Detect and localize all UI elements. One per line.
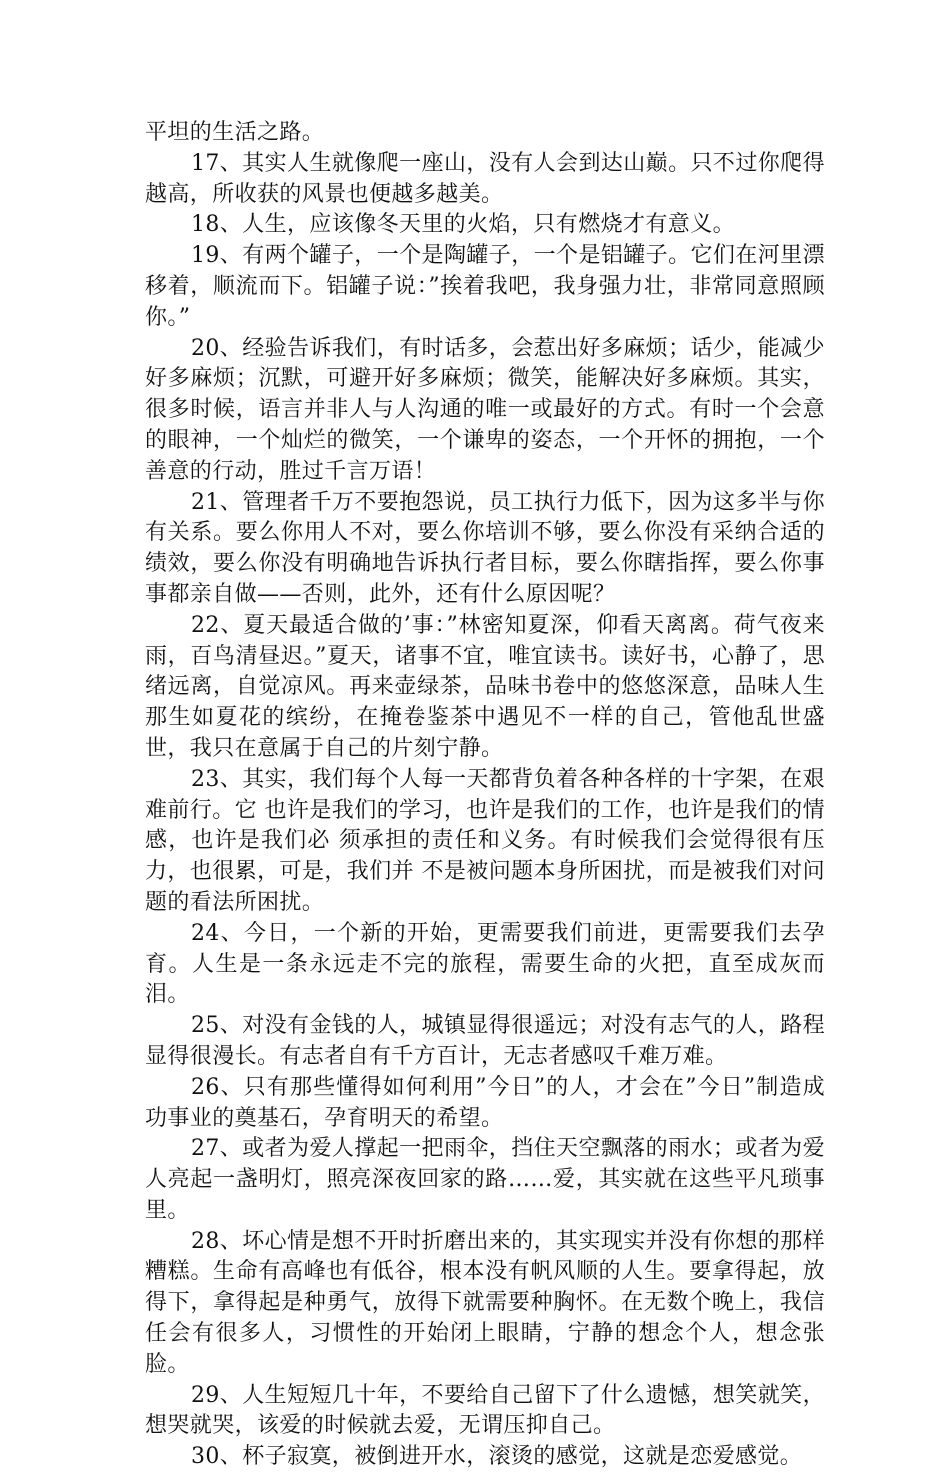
paragraph-25: 25、对没有金钱的人，城镇显得很遥远；对没有志气的人，路程显得很漫长。有志者自有千方百计，无志者感叹千难万难。	[145, 1013, 825, 1069]
paragraph-30: 30、杯子寂寞，被倒进开水，滚烫的感觉，这就是恋爱感觉。	[191, 1444, 803, 1470]
paragraph-19: 19、有两个罐子，一个是陶罐子，一个是铝罐子。它们在河里漂移着，顺流而下。铝罐子说：”挨着我吧，我身强力壮，非常同意照顾你。”	[145, 243, 825, 330]
paragraph-23: 23、其实，我们每个人每一天都背负着各种各样的十字架，在艰难前行。它 也许是我们的学习，也许是我们的工作，也许是我们的情感，也许是我们必 须承担的责任和义务。有时候我们会觉得很有压力，也很累，可是，我们并 不是被问题本身所困扰，而是被我们对问题的看法所困扰。	[145, 766, 825, 915]
paragraph-20: 20、经验告诉我们，有时话多，会惹出好多麻烦；话少，能减少好多麻烦；沉默，可避开好多麻烦；微笑，能解决好多麻烦。其实，很多时候，语言并非人与人沟通的唯一或最好的方式。有时一个会意的眼神，一个灿烂的微笑，一个谦卑的姿态，一个开怀的拥抱，一个善意的行动，胜过千言万语！	[145, 335, 825, 484]
paragraph-17: 17、其实人生就像爬一座山，没有人会到达山巅。只不过你爬得越高，所收获的风景也便越多越美。	[145, 150, 825, 207]
paragraph-28: 28、坏心情是想不开时折磨出来的，其实现实并没有你想的那样糟糕。生命有高峰也有低谷，根本没有帆风顺的人生。要拿得起，放得下，拿得起是种勇气，放得下就需要种胸怀。在无数个晚上，我信任会有很多人，习惯性的开始闭上眼睛，宁静的想念个人，想念张脸。	[145, 1228, 825, 1377]
paragraph-26: 26、只有那些懂得如何利用”今日”的人，才会在”今日”制造成功事业的奠基石，孕育明天的希望。	[145, 1074, 825, 1131]
paragraph-29: 29、人生短短几十年，不要给自己留下了什么遗憾，想笑就笑，想哭就哭，该爱的时候就去爱，无谓压抑自己。	[145, 1382, 825, 1439]
paragraph-18: 18、人生，应该像冬天里的火焰，只有燃烧才有意义。	[191, 212, 735, 238]
paragraph-24: 24、今日，一个新的开始，更需要我们前进，更需要我们去孕育。人生是一条永远走不完的旅程，需要生命的火把，直至成灰而泪。	[145, 920, 825, 1008]
document-body	[145, 118, 825, 1473]
paragraph-continuation: 平坦的生活之路。	[145, 120, 325, 145]
paragraph-27: 27、或者为爱人撑起一把雨伞，挡住天空飘落的雨水；或者为爱人亮起一盏明灯，照亮深夜回家的路……爱，其实就在这些平凡琐事里。	[145, 1136, 825, 1223]
paragraph-21: 21、管理者千万不要抱怨说，员工执行力低下，因为这多半与你有关系。要么你用人不对，要么你培训不够，要么你没有采纳合适的绩效，要么你没有明确地告诉执行者目标，要么你瞎指挥，要么你事事都亲自做——否则，此外，还有什么原因呢？	[145, 489, 825, 607]
paragraph-22: 22、夏天最适合做的’事：”林密知夏深，仰看天离离。荷气夜来雨，百鸟清昼迟。”夏天，诸事不宜，唯宜读书。读好书，心静了，思绪远离，自觉凉风。再来壶绿茶，品味书卷中的悠悠深意，品味人生那生如夏花的缤纷，在掩卷鉴茶中遇见不一样的自己，管他乱世盛世，我只在意属于自己的片刻宁静。	[145, 612, 825, 761]
